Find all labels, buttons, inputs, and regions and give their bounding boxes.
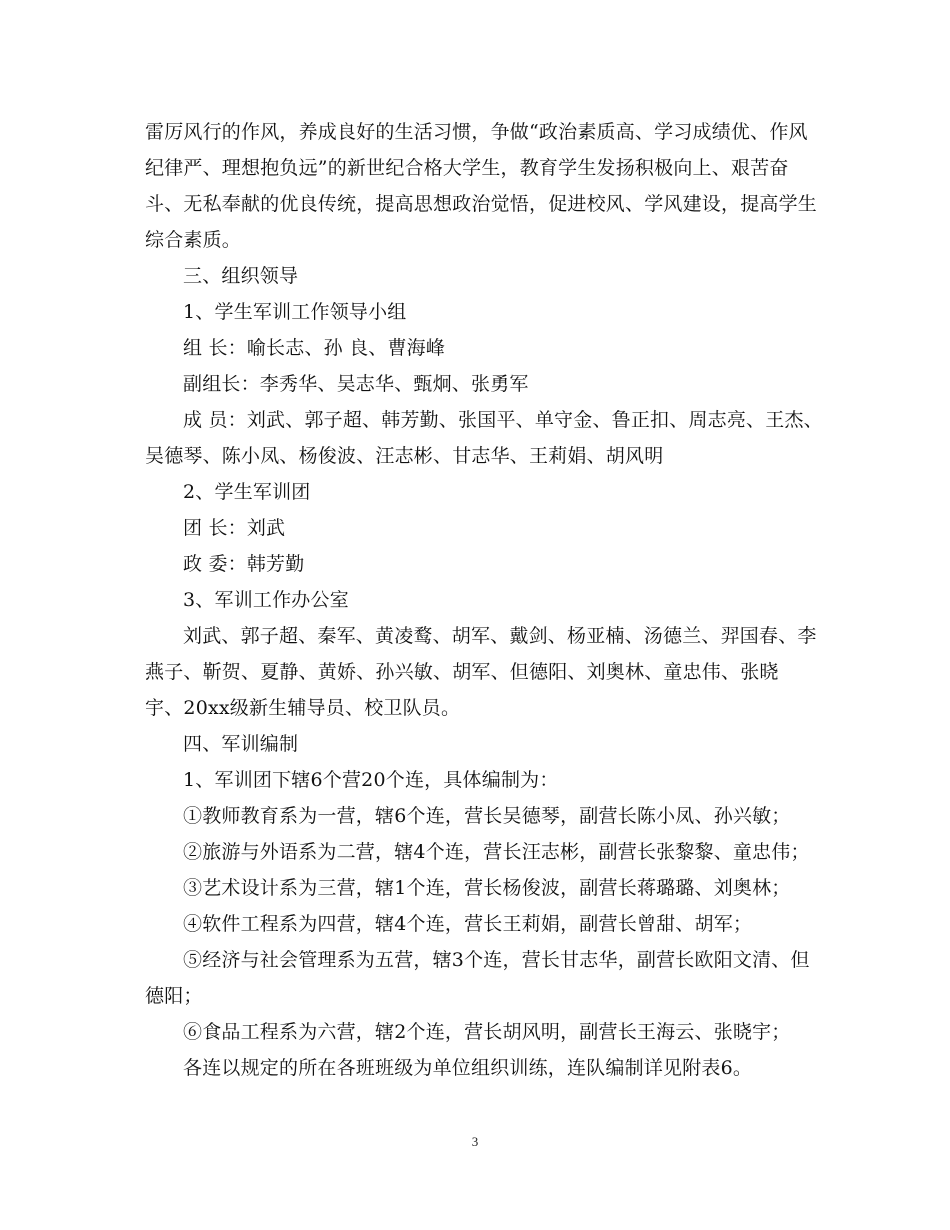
list-item-continuation: 德阳； [145, 985, 203, 1007]
text-line: 组 长：喻长志、孙 良、曹海峰 [183, 337, 446, 359]
text-line: 副组长：李秀华、吴志华、甄炯、张勇军 [183, 373, 529, 395]
text-line: 政 委：韩芳勤 [183, 553, 305, 575]
text-line: 燕子、靳贺、夏静、黄娇、孙兴敏、胡军、但德阳、刘奥林、童忠伟、张晓 [145, 661, 779, 683]
text-line: 斗、无私奉献的优良传统，提高思想政治觉悟，促进校风、学风建设，提高学生 [145, 193, 818, 215]
text-line: 吴德琴、陈小凤、杨俊波、汪志彬、甘志华、王莉娟、胡风明 [145, 445, 664, 467]
list-item: ⑥食品工程系为六营，辖2个连，营长胡风明，副营长王海云、张晓宇； [183, 1021, 791, 1043]
list-item: ③艺术设计系为三营，辖1个连，营长杨俊波，副营长蒋璐璐、刘奥林； [183, 877, 791, 899]
list-item: ⑤经济与社会管理系为五营，辖3个连，营长甘志华，副营长欧阳文清、但 [183, 949, 810, 971]
text-line: 团 长：刘武 [183, 517, 286, 539]
section-heading: 三、组织领导 [183, 265, 299, 287]
text-line: 成 员：刘武、郭子超、韩芳勤、张国平、单守金、鲁正扣、周志亮、王杰、 [183, 409, 823, 431]
list-item: ④软件工程系为四营，辖4个连，营长王莉娟，副营长曾甜、胡军； [183, 913, 753, 935]
list-item: ②旅游与外语系为二营，辖4个连，营长汪志彬，副营长张黎黎、童忠伟； [183, 841, 810, 863]
list-item: ①教师教育系为一营，辖6个连，营长吴德琴，副营长陈小凤、孙兴敏； [183, 805, 791, 827]
text-line: 宇、20xx级新生辅导员、校卫队员。 [145, 697, 461, 719]
text-line: 刘武、郭子超、秦军、黄凌鹜、胡军、戴剑、杨亚楠、汤德兰、羿国春、李 [183, 625, 817, 647]
section-heading: 四、军训编制 [183, 733, 299, 755]
subsection-heading: 2、学生军训团 [183, 481, 311, 503]
subsection-heading: 3、军训工作办公室 [183, 589, 349, 611]
document-body [145, 114, 823, 1086]
page-number: 3 [471, 1134, 479, 1149]
text-line: 1、军训团下辖6个营20个连，具体编制为： [183, 769, 559, 791]
text-line: 各连以规定的所在各班班级为单位组织训练，连队编制详见附表6。 [183, 1057, 753, 1079]
text-line: 综合素质。 [145, 229, 242, 251]
subsection-heading: 1、学生军训工作领导小组 [183, 301, 407, 323]
text-line: 雷厉风行的作风，养成良好的生活习惯，争做“政治素质高、学习成绩优、作风 [145, 121, 808, 143]
text-line: 纪律严、理想抱负远”的新世纪合格大学生，教育学生发扬积极向上、艰苦奋 [145, 157, 789, 179]
